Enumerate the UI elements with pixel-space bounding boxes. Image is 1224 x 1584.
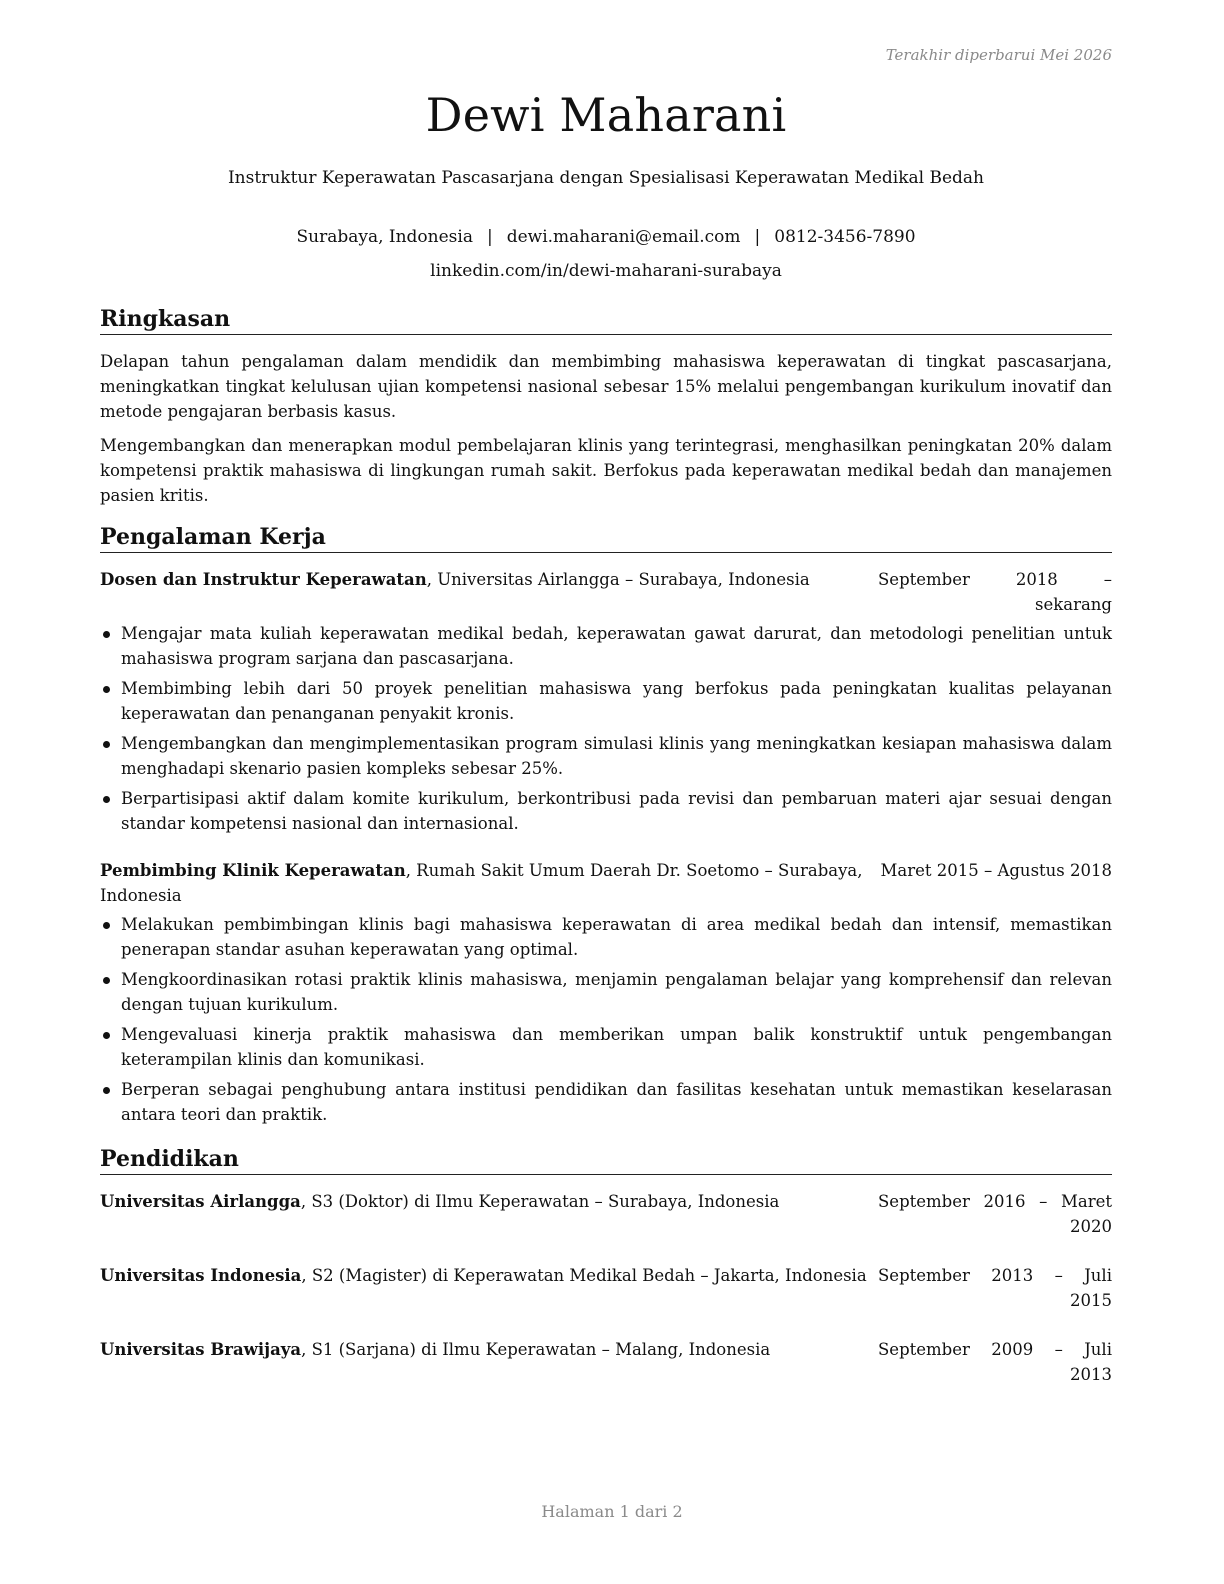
school-name: Universitas Airlangga	[100, 1192, 301, 1211]
contact-info	[100, 220, 1112, 288]
job-entry	[100, 858, 1112, 1127]
bullet-icon	[103, 922, 110, 929]
summary-paragraph: Delapan tahun pengalaman dalam mendidik dan membimbing mahasiswa keperawatan di tingkat pascasarjana, meningkatkan tingkat kelulusan ujian kompetensi nasional sebesar 15% melalui pengembangan kurikulum inovatif dan metode pengajaran berbasis kasus.	[100, 352, 1112, 421]
degree-detail: , S1 (Sarjana) di Ilmu Keperawatan – Malang, Indonesia	[301, 1340, 771, 1359]
bullet-icon	[103, 741, 110, 748]
education-entry	[100, 1337, 1112, 1387]
list-item	[100, 1077, 1112, 1127]
education-entry	[100, 1263, 1112, 1313]
bullet-text: Berperan sebagai penghubung antara institusi pendidikan dan fasilitas kesehatan untuk memastikan keselarasan antara teori dan praktik.	[121, 1080, 1112, 1124]
last-updated: Terakhir diperbarui Mei 2026	[885, 46, 1112, 64]
school-name: Universitas Indonesia	[100, 1266, 302, 1285]
job-bullets	[100, 912, 1112, 1127]
education-dates-line: September 2016 – Maret	[878, 1192, 1112, 1211]
bullet-text: Berpartisipasi aktif dalam komite kurikulum, berkontribusi pada revisi dan pembaruan materi ajar sesuai dengan standar kompetensi nasional dan internasional.	[121, 789, 1112, 833]
list-item	[100, 676, 1112, 726]
job-organization-line2: Indonesia	[100, 886, 182, 905]
contact-separator: |	[754, 227, 761, 247]
job-dates-line: September 2018 –	[878, 570, 1112, 589]
bullet-text: Melakukan pembimbingan klinis bagi mahasiswa keperawatan di area medikal bedah dan intensif, memastikan penerapan standar asuhan keperawatan yang optimal.	[121, 915, 1112, 959]
bullet-text: Mengajar mata kuliah keperawatan medikal bedah, keperawatan gawat darurat, dan metodologi penelitian untuk mahasiswa program sarjana dan pascasarjana.	[121, 624, 1112, 668]
job-header	[100, 858, 1112, 908]
bullet-icon	[103, 631, 110, 638]
job-header	[100, 567, 1112, 617]
bullet-text: Membimbing lebih dari 50 proyek penelitian mahasiswa yang berfokus pada peningkatan kualitas pelayanan keperawatan dan penanganan penyakit kronis.	[121, 679, 1112, 723]
education-dates	[878, 1263, 1112, 1313]
linkedin-link[interactable]: linkedin.com/in/dewi-maharani-surabaya	[430, 261, 782, 281]
candidate-name: Dewi Maharani	[425, 88, 787, 142]
bullet-text: Mengevaluasi kinerja praktik mahasiswa dan memberikan umpan balik konstruktif untuk pengembangan keterampilan klinis dan komunikasi.	[121, 1025, 1112, 1069]
list-item	[100, 912, 1112, 962]
section-title: Pengalaman Kerja	[100, 523, 1112, 553]
list-item	[100, 786, 1112, 836]
job-role: Dosen dan Instruktur Keperawatan	[100, 570, 427, 589]
job-role: Pembimbing Klinik Keperawatan	[100, 861, 406, 880]
education-dates-line: 2020	[1070, 1217, 1112, 1236]
education-dates-line: 2013	[1070, 1365, 1112, 1384]
job-entry	[100, 567, 1112, 836]
education-dates	[878, 1189, 1112, 1239]
education-section	[100, 1145, 1112, 1387]
school-name: Universitas Brawijaya	[100, 1340, 302, 1359]
job-organization: , Universitas Airlangga – Surabaya, Indonesia	[426, 570, 810, 589]
bullet-icon	[103, 977, 110, 984]
location: Surabaya, Indonesia	[296, 227, 473, 247]
job-dates: Maret 2015 – Agustus 2018	[880, 861, 1112, 880]
bullet-text: Mengkoordinasikan rotasi praktik klinis mahasiswa, menjamin pengalaman belajar yang komprehensif dan relevan dengan tujuan kurikulum.	[121, 970, 1112, 1014]
summary-section	[100, 305, 1112, 508]
bullet-text: Mengembangkan dan mengimplementasikan program simulasi klinis yang meningkatkan kesiapan mahasiswa dalam menghadapi skenario pasien kompleks sebesar 25%.	[121, 734, 1112, 778]
list-item	[100, 731, 1112, 781]
list-item	[100, 621, 1112, 671]
email-link[interactable]: dewi.maharani@email.com	[506, 227, 741, 247]
experience-section	[100, 523, 1112, 1132]
job-organization: , Rumah Sakit Umum Daerah Dr. Soetomo – Surabaya,	[405, 861, 863, 880]
candidate-headline: Instruktur Keperawatan Pascasarjana dengan Spesialisasi Keperawatan Medikal Bedah	[227, 168, 985, 188]
list-item	[100, 1022, 1112, 1072]
education-dates	[878, 1337, 1112, 1387]
bullet-icon	[103, 1032, 110, 1039]
section-title: Pendidikan	[100, 1145, 1112, 1175]
education-dates-line: 2015	[1070, 1291, 1112, 1310]
section-title: Ringkasan	[100, 305, 1112, 335]
degree-detail: , S2 (Magister) di Keperawatan Medikal Bedah – Jakarta, Indonesia	[301, 1266, 867, 1285]
summary-paragraph: Mengembangkan dan menerapkan modul pembelajaran klinis yang terintegrasi, menghasilkan peningkatan 20% dalam kompetensi praktik mahasiswa di lingkungan rumah sakit. Berfokus pada keperawatan medikal bedah dan manajemen pasien kritis.	[100, 436, 1112, 505]
job-dates	[878, 567, 1112, 617]
contact-line	[100, 220, 1112, 254]
bullet-icon	[103, 686, 110, 693]
bullet-icon	[103, 796, 110, 803]
page-number: Halaman 1 dari 2	[541, 1502, 683, 1521]
education-entry	[100, 1189, 1112, 1239]
bullet-icon	[103, 1087, 110, 1094]
phone-number: 0812-3456-7890	[774, 227, 916, 247]
job-bullets	[100, 621, 1112, 836]
degree-detail: , S3 (Doktor) di Ilmu Keperawatan – Surabaya, Indonesia	[300, 1192, 780, 1211]
job-dates-line: sekarang	[1035, 595, 1112, 614]
education-dates-line: September 2013 – Juli	[878, 1266, 1112, 1285]
list-item	[100, 967, 1112, 1017]
contact-separator: |	[486, 227, 493, 247]
education-dates-line: September 2009 – Juli	[878, 1340, 1112, 1359]
